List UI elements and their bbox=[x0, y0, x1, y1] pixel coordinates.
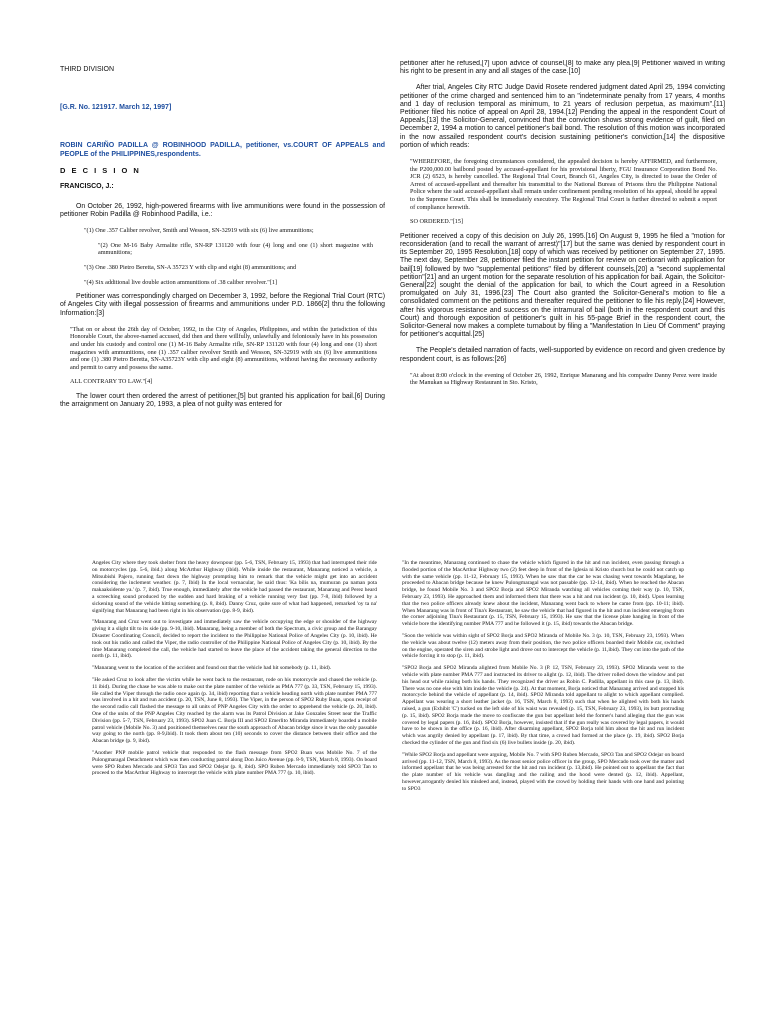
division-heading: THIRD DIVISION bbox=[60, 66, 115, 73]
paragraph: The People's detailed narration of facts, well-supported by evidence on record and given credence by respondent court, is as follows:[26] bbox=[400, 347, 725, 363]
so-ordered: SO ORDERED."[15] bbox=[410, 218, 464, 226]
paragraph: On October 26, 1992, high-powered firearms with live ammunitions were found in the possession of petitioner Robin Padilla @ Robinhood Padilla, i.e.: bbox=[60, 202, 385, 219]
bottom-right-column bbox=[402, 560, 684, 1020]
paragraph: Petitioner was correspondingly charged on December 3, 1992, before the Regional Trial Court (RTC) of Angeles City with illegal possession of firearms and ammunitions under P.D. 1866[2] thru the following Information:[3] bbox=[60, 293, 385, 317]
facts-paragraph: "Manarang went to the location of the accident and found out that the vehicle had hit somebody (p. 11, ibid). bbox=[92, 665, 332, 672]
paragraph: The lower court then ordered the arrest of petitioner,[5] but granted his application for bail.[6] During the arraignment on January 20, 1993, a plea of not guilty was entered for bbox=[60, 392, 385, 409]
top-right-column bbox=[400, 60, 725, 544]
facts-quote: "At about 8:00 o'clock in the evening of October 26, 1992, Enrique Manarang and his compadre Danny Perez were inside the Manukan sa Highway Restaurant in Sto. Kristo, bbox=[410, 371, 717, 387]
firearm-item: "(2) One M-16 Baby Armalite rifle, SN-RP 131120 with four (4) long and one (1) short magazine with ammunitions; bbox=[98, 241, 373, 257]
facts-paragraph: "Manarang and Cruz went out to investigate and immediately saw the vehicle occupying the edge or shoulder of the highway giving it a slight tilt to its side (pp. 9-10, ibid). Manarang, being a member of both the Spectrum, a civic group and the Barangay Disaster Coordinating Council, decided to report the incident to the Philippine National Police of Angeles City (p. 10, ibid). He took out his radio and called the Viper, the radio controller of the Philippine National Police of Angeles City (p. 10, ibid). By the time Manarang completed the call, the vehicle had started to leave the place of the accident taking the general direction to the north (p. 11, ibid). bbox=[92, 619, 377, 660]
ponente: FRANCISCO, J.: bbox=[60, 182, 114, 190]
paragraph: After trial, Angeles City RTC Judge David Rosete rendered judgment dated April 25, 1994 convicting petitioner of the crime charged and sentenced him to an "indeterminate penalty from 17 years, 4 months and 1 day of reclusion temporal as minimum, to 21 years of reclusion perpetua, as maximum".[11] Petitioner filed his notice of appeal on April 28, 1994.[12] Pending the appeal in the respondent Court of Appeals,[13] the Solicitor-General, convinced that the conviction shows strong evidence of guilt, filed on December 2, 1994 a motion to cancel petitioner's bail bond. The resolution of this motion was incorporated in the now assailed respondent court's decision sustaining petitioner's conviction,[14] the dispositive portion of which reads: bbox=[400, 84, 725, 149]
firearm-item: "(4) Six additional live double action ammunitions of .38 caliber revolver."[1] bbox=[84, 278, 278, 286]
paragraph: Petitioner received a copy of this decision on July 26, 1995.[16] On August 9, 1995 he filed a "motion for reconsideration (and to recall the warrant of arrest)"[17] but the same was denied by respondent court in its September 20, 1995 Resolution,[18] copy of which was received by petitioner on September 27, 1995. The next day, September 28, petitioner filed the instant petition for review on certiorari with application for bail[19] followed by two "supplemental petitions" filed by different counsels,[20] a "second supplemental petition"[21] and an urgent motion for the separate resolution of his application for bail. Again, the Solicitor-General[22] sought the denial of the application for bail, to which the Court agreed in a Resolution promulgated on July 31, 1996.[23] The Court also granted the Solicitor-General's motion to file a consolidated comment on the petitions and thereafter required the petitioner to file his reply.[24] However, after his vigorous resistance and success on the intramural of bail (both in the respondent court and this Court) and thorough exposition of petitioner's guilt in his 55-page Brief in the respondent court, the Solicitor-General now makes a complete turnabout by filing a "Manifestation In Lieu Of Comment" praying for petitioner's acquittal.[25] bbox=[400, 232, 725, 339]
contrary-to-law: ALL CONTRARY TO LAW."[4] bbox=[70, 378, 153, 386]
paragraph: petitioner after he refused,[7] upon advice of counsel,[8] to make any plea.[9] Petitioner waived in writing his right to be present in any and all stages of the case.[10] bbox=[400, 60, 725, 76]
dispositive-quote: "WHEREFORE, the foregoing circumstances considered, the appealed decision is hereby AFFIRMED, and furthermore, the P200,000.00 bailbond posted by accused-appellant for his provisional liberty, FGU Insurance Corporation Bond No. JCR (2) 6523, is hereby cancelled. The Regional Trial Court, Branch 61, Angeles City, is directed to issue the Order of Arrest of accused-appellant and thereafter his transmittal to the National Bureau of Prisons thru the Philippine National Police where the said accused-appellant shall remain under confinement pending resolution of his appeal, should he appeal to the Supreme Court. This shall be immediately executory. The Regional Trial Court is further directed to submit a report of compliance herewith. bbox=[410, 158, 717, 211]
top-left-column bbox=[60, 64, 385, 544]
bottom-left-column bbox=[92, 560, 377, 1020]
information-quote: "That on or about the 26th day of October, 1992, in the City of Angeles, Philippines, and within the jurisdiction of this Honorable Court, the above-named accused, did then and there willfully, unlawfully and feloniously have in his possession and under his custody and control one (1) M-16 Baby Armalite rifle, SN-RP 131120 with four (4) long and one (1) short magazines with ammunitions, one (1) .357 caliber revolver Smith and Wesson, SN-32919 with six (6) live ammunitions and one (1) .380 Pietro Beretta, SN-A35723Y with clip and eight (8) ammunitions, without having the necessary authority and permit to carry and possess the same. bbox=[70, 325, 377, 371]
facts-paragraph: "Another PNP mobile patrol vehicle that responded to the flash message from SPO2 Buan was Mobile No. 7 of the Pulongmaragal Detachment which was then conducting patrol along Don Juico Avenue (pp. 8-9, TSN, March 8, 1993). On board were SPO Ruben Mercado and SPO3 Tan and SPO2 Odejar (p. 8, ibid). SPO Ruben Mercado immediately told SPO3 Tan to proceed to the MacArthur Highway to intercept the vehicle with plate number PMA 777 (p. 10, ibid). bbox=[92, 749, 377, 777]
case-parties: ROBIN CARIÑO PADILLA @ ROBINHOOD PADILLA, petitioner, vs.COURT OF APPEALS and PEOPLE of the PHILIPPINES,respondents. bbox=[60, 142, 385, 158]
decision-heading: D E C I S I O N bbox=[60, 166, 141, 176]
facts-paragraph: "SPO2 Borja and SPO2 Miranda alighted from Mobile No. 3 (P. 12, TSN, February 23, 1993). SPO2 Miranda went to the vehicle with plate number PMA 777 and instructed its driver to alight (p. 12, ibid). The driver rolled down the window and put his head out while raising both his hands. They recognized the driver as Robin C. Padilla, appellant in this case (p. 13, ibid). There was no one else with him inside the vehicle (p. 24). At that moment, Borja noticed that Manarang arrived and stopped his motorcycle behind the vehicle of appellant (p. 14, ibid). SPO2 Miranda told appellant to alight to which appellant complied. Appellant was wearing a short leather jacket (p. 16, TSN, March 8, 1993) such that when he alighted with both his hands raised, a gun (Exhibit 'C') tucked on the left side of his waist was revealed (p. 15, TSN, February 23, 1993), its butt protruding (p. 15, ibid). SPO2 Borja made the move to confiscate the gun but appellant held the former's hand alleging that the gun was covered by legal papers (p. 16, ibid). SPO2 Borja, however, insisted that if the gun really was covered by legal papers, it would have to be shown in the office (p. 16, ibid). After disarming appellant, SPO2 Borja told him about the hit and run incident which was angrily denied by appellant (p. 17, ibid). By that time, a crowd had formed at the place (p. 19, ibid). SPO2 Borja checked the cylinder of the gun and find six (6) live bullets inside (p. 20, ibid). bbox=[402, 665, 684, 746]
facts-paragraph: "While SPO2 Borja and appellant were arguing, Mobile No. 7 with SPO Ruben Mercado, SPO3 Tan and SPO2 Odejar on board arrived (pp. 11-12, TSN, March 8, 1993). As the most senior police officer in the group, SPO Mercado took over the matter and informed appellant that he was being arrested for the hit and run incident (p. 13,ibid). He pointed out to appellant the fact that the plate number of his vehicle was dangling and the railing and the hood were dented (p. 12, ibid). Appellant, however,arrogantly denied his misdeed and, instead, played with the crowd by holding their hands with one hand and pointing to SPO3 bbox=[402, 751, 684, 792]
firearm-item: "(3) One .380 Pietro Beretta, SN-A 35723 Y with clip and eight (8) ammunitions; and bbox=[84, 264, 297, 271]
facts-paragraph: "Soon the vehicle was within sight of SPO2 Borja and SPO2 Miranda of Mobile No. 3 (p. 10, TSN, February 23, 1993). When the vehicle was about twelve (12) meters away from their position, the two police officers boarded their Mobile car, switched on the engine, operated the siren and strobe light and drove out to intercept the vehicle (p. 11,ibid). They cut into the path of the vehicle forcing it to stop (p. 11, ibid). bbox=[402, 632, 684, 660]
case-number: [G.R. No. 121917. March 12, 1997] bbox=[60, 104, 172, 112]
firearm-item: "(1) One .357 Caliber revolver, Smith and Wesson, SN-32919 with six (6) live ammunitions; bbox=[84, 227, 314, 235]
facts-paragraph: "He asked Cruz to look after the victim while he went back to the restaurant, rode on his motorcycle and chased the vehicle (p. 11 ibid). During the chase he was able to make out the plate number of the vehicle as PMA 777 (p. 33, TSN, February 15, 1993). He called the Viper through the radio once again (p. 34, ibid) reporting that a vehicle heading north with plate number PMA 777 was involved in a hit and run accident (p. 20, TSN, June 8, 1993). The Viper, in the person of SPO2 Ruby Buan, upon receipt of the second radio call flashed the message to all units of PNP Angeles City with the order to apprehend the vehicle (p. 20, ibid). One of the units of the PNP Angeles City reached by the alarm was its Patrol Division at Jake Gonzales Street near the Traffic Division (pp. 5-7, TSN, February 23, 1993). SPO2 Juan C. Borja III and SPO2 Emerlito Miranda immediately boarded a mobile patrol vehicle (Mobile No. 3) and positioned themselves near the south approach of Abacan bridge since it was the only passable way going to the north (pp. 8-9,ibid). It took them about ten (10) seconds to cover the distance between their office and the Abacan bridge (p. 9, ibid). bbox=[92, 676, 377, 745]
facts-paragraph: "In the meantime, Manarang continued to chase the vehicle which figured in the hit and run incident, even passing through a flooded portion of the MacArthur Highway two (2) feet deep in front of the Iglesia ni Kristo church but he could not catch up with the same vehicle (pp. 11-12, February 15, 1993). When he saw that the car he was chasing went towards Magalang, he proceeded to Abacan bridge because he knew Pulongmaragal was not passable (pp. 12-14, ibid). When he reached the Abacan bridge, he found Mobile No. 3 and SPO2 Borja and SPO2 Miranda watching all vehicles coming their way (p. 10, TSN, February 23, 1993). He approached them and informed them that there was a hit and run incident (p. 10, ibid). Upon learning that the two police officers already knew about the incident, Manarang went back to where he came from (pp. 10-11; ibid). When Manarang was in front of Tina's Restaurant, he saw the vehicle that had figured in the hit and run incident emerging from the corner adjoining Tina's Restaurant (p. 15, TSN, February 15, 1993). He saw that the license plate hanging in front of the vehicle bore the identifying number PMA 777 and he followed it (p. 15, ibid) towards the Abacan bridge. bbox=[402, 560, 684, 628]
facts-paragraph: Angeles City where they took shelter from the heavy downpour (pp. 5-6, TSN, February 15, 1993) that had interrupted their ride on motorcycles (pp. 5-6, ibid.) along McArthur Highway (ibid). While inside the restaurant, Manarang noticed a vehicle, a Mitsubishi Pajero, running fast down the highway prompting him to remark that the vehicle might get into an accident considering the inclement weather. (p. 7, Ibid) In the local vernacular, he said thus: 'Ka bilis na, mumuran pa naman pota makaaksidente ya.' (p. 7, ibid). True enough, immediately after the vehicle had passed the restaurant, Manarang and Perez heard a screeching sound produced by the sudden and hard braking of a vehicle running very fast (pp. 7-8, ibid) followed by a sickening sound of the vehicle hitting something (p. 8, ibid). Danny Cruz, quite sure of what had happened, remarked 'oy ta na' signifying that Manarang had been right in his observation (pp. 8-9, ibid). bbox=[92, 560, 377, 614]
